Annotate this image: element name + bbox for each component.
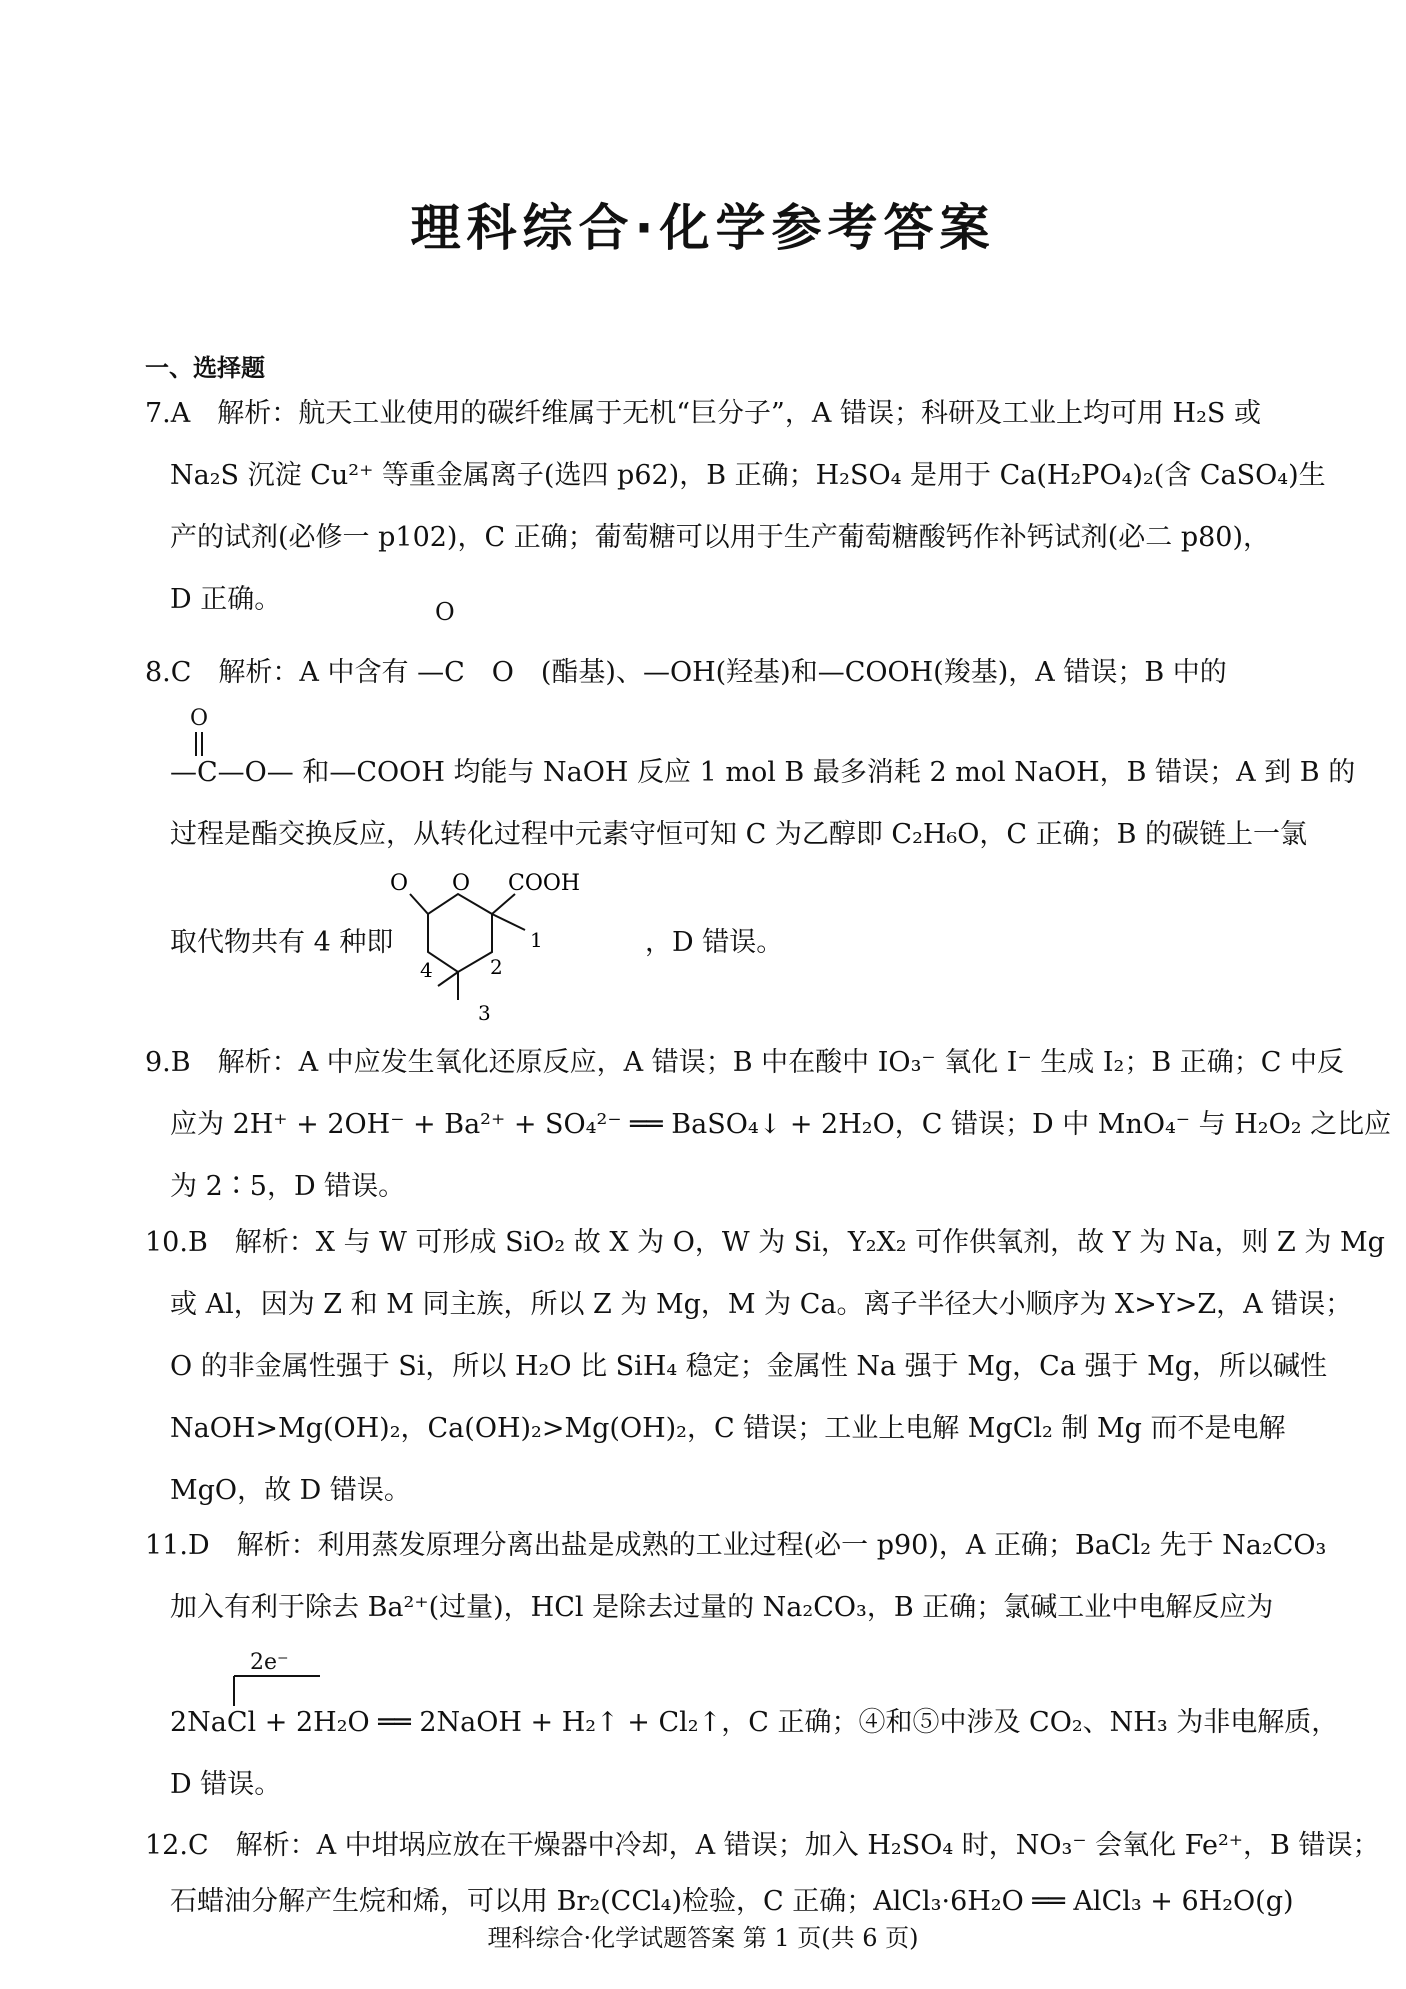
q7-line-2: Na₂S 沉淀 Cu²⁺ 等重金属离子(选四 p62)，B 正确；H₂SO₄ 是用于 Ca(H₂PO₄)₂(含 CaSO₄)生	[170, 460, 1326, 491]
ring-label-2: 2	[490, 955, 503, 979]
question-9	[145, 1032, 1392, 1218]
q10-line-2: 或 Al，因为 Z 和 M 同主族，所以 Z 为 Mg，M 为 Ca。离子半径大小顺序为 X>Y>Z，A 错误；	[170, 1289, 1353, 1320]
ring-label-o2: O	[452, 871, 471, 896]
q9-line-1: 9.B 解析：A 中应发生氧化还原反应，A 错误；B 中在酸中 IO₃⁻ 氧化 I⁻ 生成 I₂；B 正确；C 中反	[145, 1047, 1345, 1078]
fragment-carbonyl-o: O	[190, 706, 209, 731]
question-8-ring-line	[145, 912, 393, 974]
q7-line-3: 产的试剂(必修一 p102)，C 正确；葡萄糖可以用于生产葡萄糖酸钙作补钙试剂(必二 p80)，	[170, 522, 1270, 553]
question-8-ring-line-end	[645, 912, 783, 974]
q8-line-2	[145, 742, 1356, 804]
q11-last-line: D 错误。	[170, 1769, 282, 1800]
section-heading: 一、选择题	[145, 353, 265, 382]
ring-label-4: 4	[420, 958, 433, 982]
question-11-eq	[145, 1692, 1339, 1816]
q9-line-3: 为 2∶5，D 错误。	[170, 1171, 406, 1202]
ring-label-cooh: COOH	[508, 871, 581, 896]
electron-transfer-label: 2e⁻	[250, 1650, 289, 1675]
q11-line-1: 11.D 解析：利用蒸发原理分离出盐是成熟的工业过程(必一 p90)，A 正确；BaCl₂ 先于 Na₂CO₃	[145, 1530, 1327, 1561]
lactone-ring-structure	[380, 862, 650, 1042]
q8-line-3: 过程是酯交换反应，从转化过程中元素守恒可知 C 为乙醇即 C₂H₆O，C 正确；B 的碳链上一氯	[170, 819, 1308, 850]
q10-line-5: MgO，故 D 错误。	[170, 1475, 411, 1506]
page-title: 理科综合·化学参考答案	[410, 199, 996, 257]
q11-eq-line: 2NaCl + 2H₂O ══ 2NaOH + H₂↑ + Cl₂↑，C 正确；④和⑤中涉及 CO₂、NH₃ 为非电解质，	[170, 1707, 1339, 1738]
question-10	[145, 1212, 1385, 1522]
q12-line-1: 12.C 解析：A 中坩埚应放在干燥器中冷却，A 错误；加入 H₂SO₄ 时，NO₃⁻ 会氧化 Fe²⁺，B 错误；	[145, 1830, 1380, 1861]
q8-line-4-pre: 取代物共有 4 种即	[170, 927, 394, 958]
q8-line-1: 8.C 解析：A 中含有 —C O (酯基)、—OH(羟基)和—COOH(羧基)，A 错误；B 中的	[145, 657, 1227, 688]
question-12	[145, 1818, 1380, 1930]
q8-line-2-text: 和—COOH 均能与 NaOH 反应 1 mol B 最多消耗 2 mol NaOH，B 错误；A 到 B 的	[302, 757, 1356, 788]
q7-line-1: 7.A 解析：航天工业使用的碳纤维属于无机“巨分子”，A 错误；科研及工业上均可用 H₂S 或	[145, 398, 1261, 429]
q10-line-4: NaOH>Mg(OH)₂，Ca(OH)₂>Mg(OH)₂，C 错误；工业上电解 MgCl₂ 制 Mg 而不是电解	[170, 1413, 1286, 1444]
q12-line-2: 石蜡油分解产生烷和烯，可以用 Br₂(CCl₄)检验，C 正确；AlCl₃·6H₂O ══ AlCl₃ + 6H₂O(g)	[170, 1886, 1294, 1917]
page-footer: 理科综合·化学试题答案 第 1 页(共 6 页)	[487, 1924, 919, 1952]
q11-line-2: 加入有利于除去 Ba²⁺(过量)，HCl 是除去过量的 Na₂CO₃，B 正确；氯碱工业中电解反应为	[170, 1592, 1274, 1623]
q10-line-1: 10.B 解析：X 与 W 可形成 SiO₂ 故 X 为 O，W 为 Si，Y₂X₂ 可作供氧剂，故 Y 为 Na，则 Z 为 Mg	[145, 1227, 1385, 1258]
q10-line-3: O 的非金属性强于 Si，所以 H₂O 比 SiH₄ 稳定；金属性 Na 强于 Mg，Ca 强于 Mg，所以碱性	[170, 1351, 1328, 1382]
question-11	[145, 1515, 1327, 1639]
question-8-cont	[145, 742, 1356, 866]
ester-carbonyl-o: O	[435, 598, 455, 626]
ring-label-o1: O	[390, 871, 409, 896]
ester-fragment-text: —C—O—	[170, 757, 294, 788]
ring-label-3: 3	[478, 1001, 491, 1025]
question-7	[145, 383, 1326, 631]
q9-line-2: 应为 2H⁺ + 2OH⁻ + Ba²⁺ + SO₄²⁻ ══ BaSO₄↓ + 2H₂O，C 错误；D 中 MnO₄⁻ 与 H₂O₂ 之比应	[170, 1109, 1392, 1140]
question-8	[145, 642, 1285, 704]
ring-label-1: 1	[530, 928, 543, 952]
q7-line-4: D 正确。	[170, 584, 282, 615]
q8-line-4-post: ，D 错误。	[645, 927, 784, 958]
